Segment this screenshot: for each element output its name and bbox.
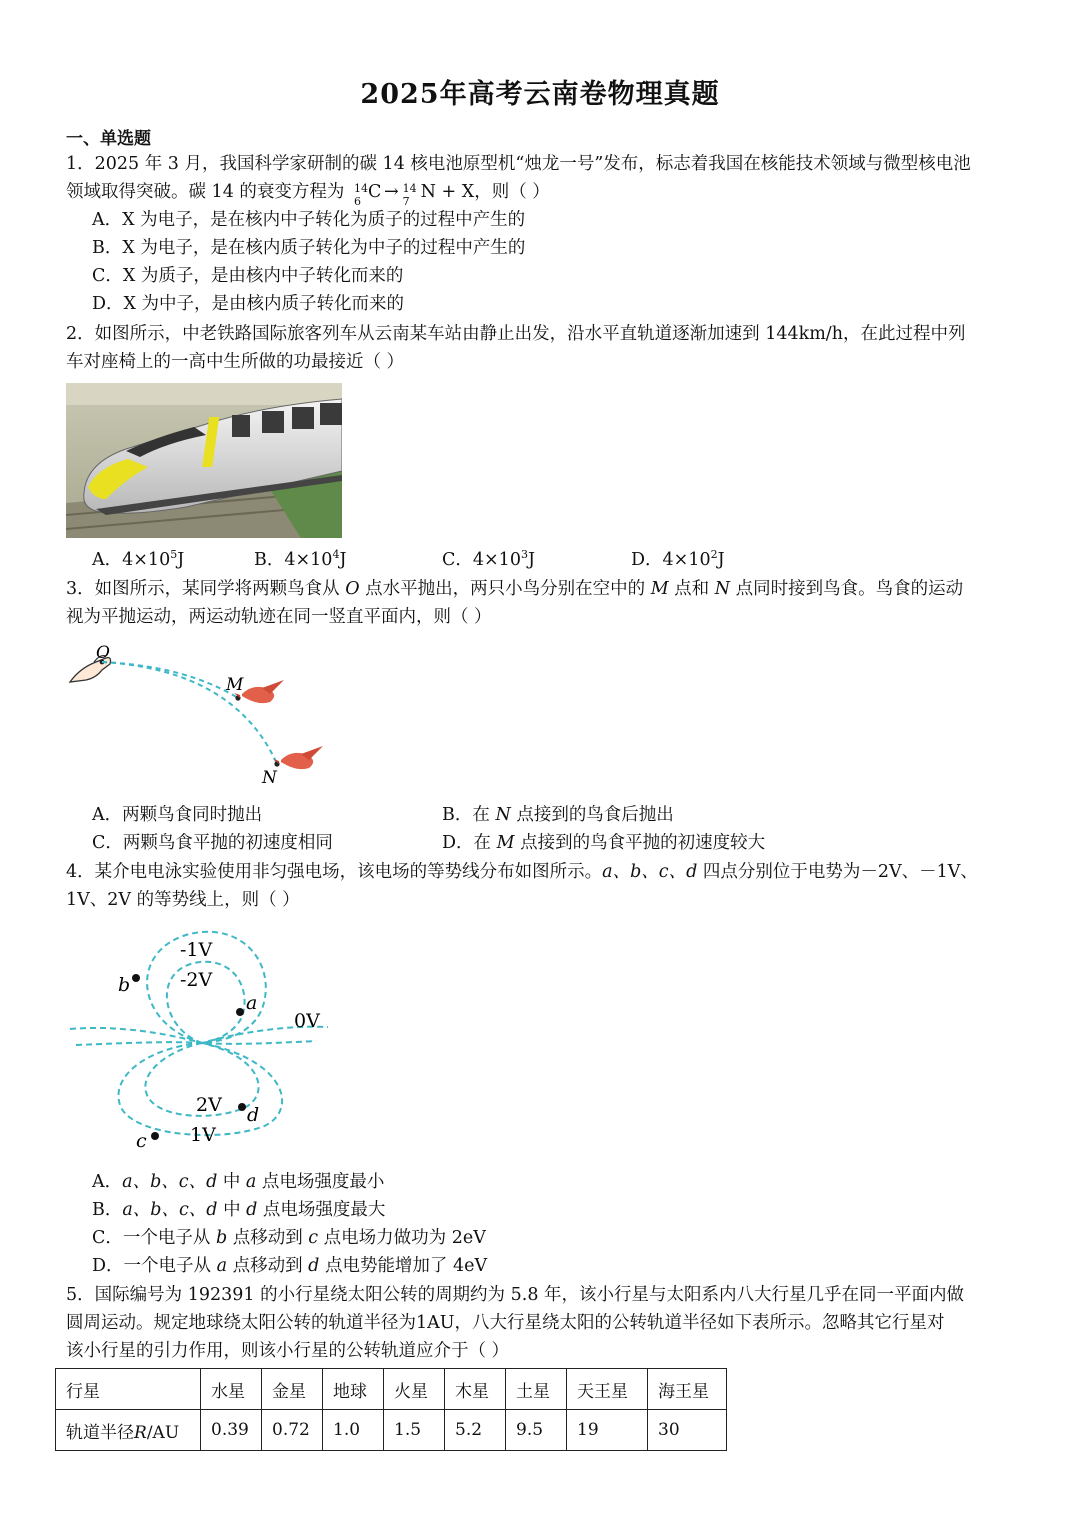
table-cell: 土星 bbox=[506, 1369, 567, 1410]
label-n: N bbox=[262, 768, 277, 788]
table-cell: 0.72 bbox=[262, 1410, 323, 1451]
trajectory-n bbox=[102, 662, 278, 766]
table-row bbox=[56, 1410, 727, 1451]
label-a: a bbox=[246, 992, 258, 1014]
nuclide-n-atomic: 7 bbox=[402, 195, 410, 208]
nuclide-n-mass: 14 bbox=[402, 182, 417, 195]
label-m: M bbox=[226, 675, 244, 695]
table-header-radius: 轨道半径R/AU bbox=[56, 1410, 201, 1451]
nuclide-c-symbol: C bbox=[367, 182, 382, 202]
q3-option-a: A．两颗鸟食同时抛出 bbox=[92, 805, 263, 825]
equipotential-figure bbox=[66, 925, 336, 1157]
q5-line2: 圆周运动。规定地球绕太阳公转的轨道半径为1AU，八大行星绕太阳的公转轨道半径如下表所示。忽略其它行星对 bbox=[66, 1313, 945, 1333]
q5-line3: 该小行星的引力作用，则该小行星的公转轨道应介于（ ） bbox=[66, 1341, 510, 1361]
nuclide-nitrogen bbox=[399, 180, 421, 208]
point-c bbox=[151, 1132, 159, 1140]
q4-line2: 1V、2V 的等势线上，则（ ） bbox=[66, 890, 300, 910]
q2-line2: 车对座椅上的一高中生所做的功最接近（ ） bbox=[66, 352, 405, 372]
table-cell: 木星 bbox=[445, 1369, 506, 1410]
table-cell: 水星 bbox=[201, 1369, 262, 1410]
label-o: O bbox=[96, 643, 110, 663]
q1-option-d: D．X 为中子，是由核内质子转化而来的 bbox=[92, 294, 405, 314]
table-header-planet: 行星 bbox=[56, 1369, 201, 1410]
table-cell: 1.5 bbox=[384, 1410, 445, 1451]
q4-option-b: B．a、b、c、d 中 d 点电场强度最大 bbox=[92, 1200, 386, 1220]
nuclide-n-symbol: N + X，则（ ） bbox=[420, 182, 550, 202]
planet-radius-table bbox=[55, 1368, 727, 1451]
nuclide-c-mass: 14 bbox=[353, 182, 368, 195]
decay-arrow: → bbox=[383, 182, 399, 202]
q4-line1: 4．某介电电泳实验使用非匀强电场，该电场的等势线分布如图所示。a、b、c、d 四点分别位于电势为－2V、－1V、 bbox=[66, 862, 978, 882]
label-b: b bbox=[118, 974, 131, 996]
bird-icon-2 bbox=[273, 746, 323, 769]
table-cell: 30 bbox=[648, 1410, 727, 1451]
q1-option-b: B．X 为电子，是在核内质子转化为中子的过程中产生的 bbox=[92, 238, 526, 258]
table-cell: 海王星 bbox=[648, 1369, 727, 1410]
q2-option-d: D．$4\times 10^2J$ bbox=[631, 548, 725, 570]
table-cell: 0.39 bbox=[201, 1410, 262, 1451]
q4-option-a: A．a、b、c、d 中 a 点电场强度最小 bbox=[92, 1172, 385, 1192]
q1-option-a: A．X 为电子，是在核内中子转化为质子的过程中产生的 bbox=[92, 210, 526, 230]
label-plus2v: 2V bbox=[196, 1094, 222, 1116]
q4-option-d: D．一个电子从 a 点移动到 d 点电势能增加了 4eV bbox=[92, 1256, 488, 1276]
section-heading: 一、单选题 bbox=[66, 129, 151, 149]
q2-option-a: A．$4\times 10^5J$ bbox=[92, 548, 185, 570]
table-cell: 19 bbox=[567, 1410, 648, 1451]
contour-0v bbox=[70, 1027, 328, 1043]
table-row bbox=[56, 1369, 727, 1410]
label-c: c bbox=[136, 1130, 147, 1152]
q3-option-c: C．两颗鸟食平抛的初速度相同 bbox=[92, 833, 333, 853]
q1-option-c: C．X 为质子，是由核内中子转化而来的 bbox=[92, 266, 404, 286]
table-cell: 地球 bbox=[323, 1369, 384, 1410]
q2-option-c: C．$4\times 10^3J$ bbox=[442, 548, 535, 570]
nuclide-carbon bbox=[350, 180, 384, 208]
label-d: d bbox=[247, 1104, 260, 1126]
q3-line1: 3．如图所示，某同学将两颗鸟食从 O 点水平抛出，两只小鸟分别在空中的 M 点和 N 点同时接到鸟食。鸟食的运动 bbox=[66, 579, 964, 599]
label-plus1v: 1V bbox=[190, 1124, 216, 1146]
table-cell: 天王星 bbox=[567, 1369, 648, 1410]
label-minus2v: -2V bbox=[180, 969, 213, 991]
label-minus1v: -1V bbox=[180, 939, 213, 961]
projectile-figure bbox=[66, 640, 336, 790]
table-cell: 金星 bbox=[262, 1369, 323, 1410]
point-d bbox=[238, 1103, 246, 1111]
q2-line1: 2．如图所示，中老铁路国际旅客列车从云南某车站由静止出发，沿水平直轨道逐渐加速到 144km/h，在此过程中列 bbox=[66, 324, 966, 344]
q4-option-c: C．一个电子从 b 点移动到 c 点电场力做功为 2eV bbox=[92, 1228, 486, 1248]
trajectory-m bbox=[102, 662, 238, 698]
q1-line2-prefix: 领域取得突破。碳 14 的衰变方程为 bbox=[66, 182, 345, 202]
q5-line1: 5．国际编号为 192391 的小行星绕太阳公转的周期约为 5.8 年，该小行星与太阳系内八大行星几乎在同一平面内做 bbox=[66, 1285, 965, 1305]
table-cell: 火星 bbox=[384, 1369, 445, 1410]
table-cell: 5.2 bbox=[445, 1410, 506, 1451]
nuclide-c-atomic: 6 bbox=[353, 195, 361, 208]
point-b bbox=[132, 974, 140, 982]
q1-line1: 1．2025 年 3 月，我国科学家研制的碳 14 核电池原型机“烛龙一号”发布，标志着我国在核能技术领域与微型核电池 bbox=[66, 154, 971, 174]
q3-option-b: B．在 N 点接到的鸟食后抛出 bbox=[442, 805, 674, 825]
train-illustration bbox=[66, 383, 342, 538]
label-0v: 0V bbox=[294, 1010, 320, 1032]
table-cell: 1.0 bbox=[323, 1410, 384, 1451]
q1-line2 bbox=[66, 180, 550, 208]
point-a bbox=[236, 1008, 244, 1016]
page-title: 2025年高考云南卷物理真题 bbox=[360, 79, 720, 110]
q2-option-b: B．$4\times 10^4J$ bbox=[254, 548, 347, 570]
q3-option-d: D．在 M 点接到的鸟食平抛的初速度较大 bbox=[442, 833, 766, 853]
q3-line2: 视为平抛运动，两运动轨迹在同一竖直平面内，则（ ） bbox=[66, 607, 492, 627]
table-cell: 9.5 bbox=[506, 1410, 567, 1451]
